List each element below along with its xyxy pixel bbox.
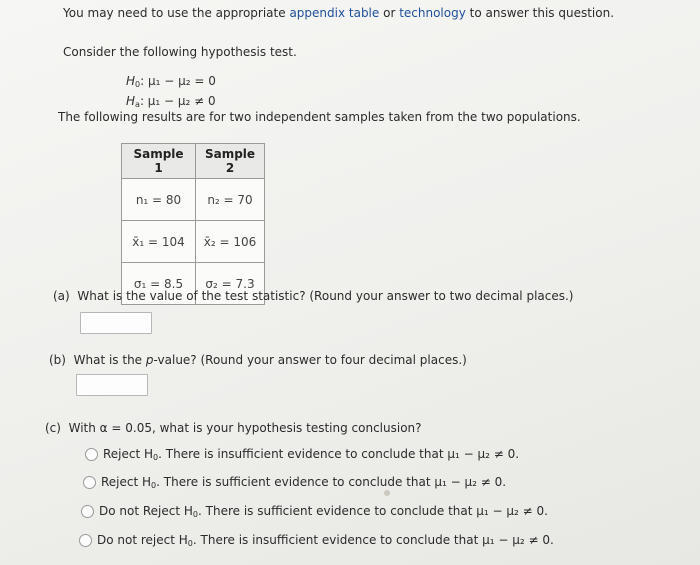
ha-letter: H — [126, 94, 136, 108]
h0-letter: H — [126, 74, 136, 88]
option-2-text-a: Reject H — [101, 475, 152, 489]
option-1-label[interactable] — [103, 447, 519, 462]
option-2-radio[interactable] — [83, 476, 96, 489]
option-4-text-b: . There is insufficient evidence to conclude that μ₁ − μ₂ ≠ 0. — [192, 533, 554, 547]
option-2-sub: 0 — [151, 481, 157, 490]
option-2-label[interactable] — [101, 475, 506, 490]
option-3-label[interactable] — [99, 504, 548, 519]
part-a-text: What is the value of the test statistic? (Round your answer to two decimal places.) — [77, 289, 574, 303]
option-4-sub: 0 — [187, 539, 193, 548]
h0-colon: : — [140, 74, 148, 88]
option-3-radio[interactable] — [81, 505, 94, 518]
n2-cell: n₂ = 70 — [196, 179, 265, 221]
part-b-question — [49, 353, 467, 367]
instructions-suffix: to answer this question. — [465, 6, 615, 20]
pen-mark — [384, 490, 390, 496]
table-row — [122, 221, 265, 263]
ha-colon: : — [139, 94, 148, 108]
option-1-radio[interactable] — [85, 448, 98, 461]
h0-subscript: 0 — [135, 80, 141, 89]
appendix-table-link[interactable]: appendix table — [289, 6, 380, 20]
header-sample-2: Sample 2 — [196, 144, 265, 179]
header-sample-1: Sample 1 — [122, 144, 196, 179]
technology-link[interactable]: technology — [399, 6, 466, 20]
sigma1-cell: σ₁ = 8.5 — [122, 263, 196, 305]
table-header-row — [122, 144, 265, 179]
option-3-text-b: . There is sufficient evidence to conclude that μ₁ − μ₂ ≠ 0. — [198, 504, 548, 518]
instructions-prefix: You may need to use the appropriate — [63, 6, 290, 20]
part-b-p: p — [145, 353, 154, 367]
part-b-suffix: -value? (Round your answer to four decimal places.) — [153, 353, 467, 367]
xbar1-cell: x̄₁ = 104 — [122, 221, 196, 263]
sigma2-cell: σ₂ = 7.3 — [196, 263, 265, 305]
option-3-text-a: Do not Reject H — [99, 504, 193, 518]
consider-text: Consider the following hypothesis test. — [63, 45, 297, 59]
part-c-question — [45, 421, 422, 435]
option-1-text-a: Reject H — [103, 447, 154, 461]
ha-subscript: a — [135, 100, 140, 109]
n1-cell: n₁ = 80 — [122, 179, 196, 221]
xbar2-cell: x̄₂ = 106 — [196, 221, 265, 263]
part-b-label: (b) — [49, 353, 66, 367]
instructions-middle: or — [379, 6, 400, 20]
part-a-label: (a) — [53, 289, 70, 303]
null-hypothesis — [126, 74, 216, 89]
p-value-input[interactable] — [76, 374, 148, 396]
option-3-sub: 0 — [192, 510, 198, 519]
option-1-text-b: . There is insufficient evidence to conclude that μ₁ − μ₂ ≠ 0. — [158, 447, 520, 461]
ha-expression: μ₁ − μ₂ ≠ 0 — [147, 94, 216, 108]
test-statistic-input[interactable] — [80, 312, 152, 334]
results-intro-text: The following results are for two independent samples taken from the two populations. — [58, 110, 581, 124]
part-c-text: With α = 0.05, what is your hypothesis testing conclusion? — [68, 421, 422, 435]
part-c-label: (c) — [45, 421, 61, 435]
part-b-prefix: What is the — [73, 353, 146, 367]
alternative-hypothesis — [126, 94, 216, 109]
h0-expression: μ₁ − μ₂ = 0 — [147, 74, 216, 88]
instructions-text — [63, 6, 614, 20]
option-4-text-a: Do not reject H — [97, 533, 188, 547]
option-2-text-b: . There is sufficient evidence to conclude that μ₁ − μ₂ ≠ 0. — [156, 475, 507, 489]
part-a-question — [53, 289, 573, 303]
option-4-label[interactable] — [97, 533, 554, 548]
option-4-radio[interactable] — [79, 534, 92, 547]
option-1-sub: 0 — [153, 453, 159, 462]
table-row — [122, 179, 265, 221]
samples-table — [121, 143, 265, 305]
